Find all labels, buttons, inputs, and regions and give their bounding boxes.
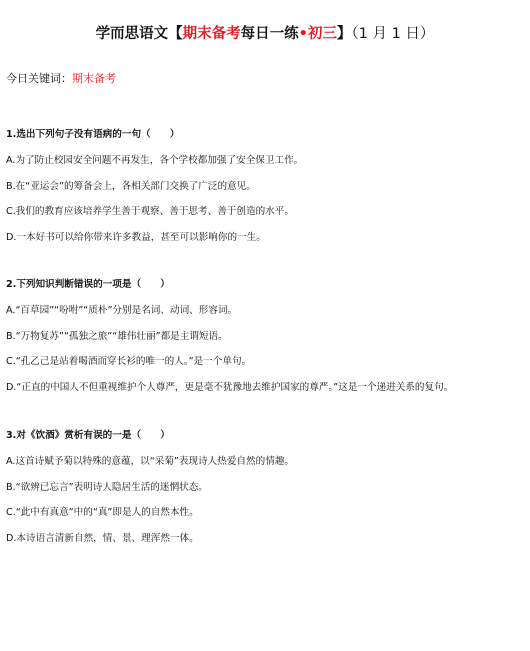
title-date: （1 月 1 日） (351, 26, 435, 42)
title-dot: • (298, 26, 308, 42)
keyword-line (6, 70, 116, 86)
title-prefix: 学而思语文【 (95, 26, 183, 42)
title-close-bracket: 】 (336, 26, 352, 42)
question-3 (6, 427, 526, 555)
option-a: A.为了防止校园安全问题不再发生，各个学校都加强了安全保卫工作。 (6, 155, 304, 166)
question-1 (6, 126, 526, 254)
question-title: 3.对《饮酒》赏析有误的一是（ ） (6, 430, 170, 441)
option-a: A.“百草园”“吩咐”“质朴”分别是名词、动词、形容词。 (6, 305, 238, 316)
option-c: C.“此中有真意”中的“真”即是人的自然本性。 (6, 507, 199, 518)
option-d: D.本诗语言清新自然，情、景、理浑然一体。 (6, 532, 199, 544)
keyword-value: 期末备考 (72, 72, 116, 85)
option-b: B.在“亚运会”的筹备会上，各相关部门交换了广泛的意见。 (6, 180, 256, 192)
question-2 (6, 276, 526, 404)
option-c: C.“孔乙己是站着喝酒而穿长衫的唯一的人。”是一个单句。 (6, 356, 252, 367)
option-d: D.一本好书可以给你带来许多教益，甚至可以影响你的一生。 (6, 231, 266, 243)
question-title: 2.下列知识判断错误的一项是（ ） (6, 279, 170, 290)
title-highlight: 期末备考 (182, 26, 241, 42)
question-title: 1.选出下列句子没有语病的一句（ ） (6, 129, 180, 140)
option-b: B.“万物复苏”“孤独之旅”“雄伟壮丽”都是主谓短语。 (6, 330, 228, 342)
option-b: B.“欲辨已忘言”表明诗人隐居生活的迷惘状态。 (6, 481, 208, 493)
option-c: C.我们的教育应该培养学生善于观察、善于思考、善于创造的水平。 (6, 206, 294, 217)
option-a: A.这首诗赋予菊以特殊的意蕴，以“采菊”表现诗人热爱自然的情趣。 (6, 456, 295, 467)
option-d: D.“正直的中国人不但重视维护个人尊严，更是毫不犹豫地去维护国家的尊严。”这是一个递进关系的复句。 (6, 381, 454, 393)
title-middle: 每日一练 (240, 26, 299, 42)
page-title (0, 22, 530, 43)
title-grade: 初三 (307, 26, 337, 42)
keyword-label: 今日关键词： (6, 72, 72, 85)
